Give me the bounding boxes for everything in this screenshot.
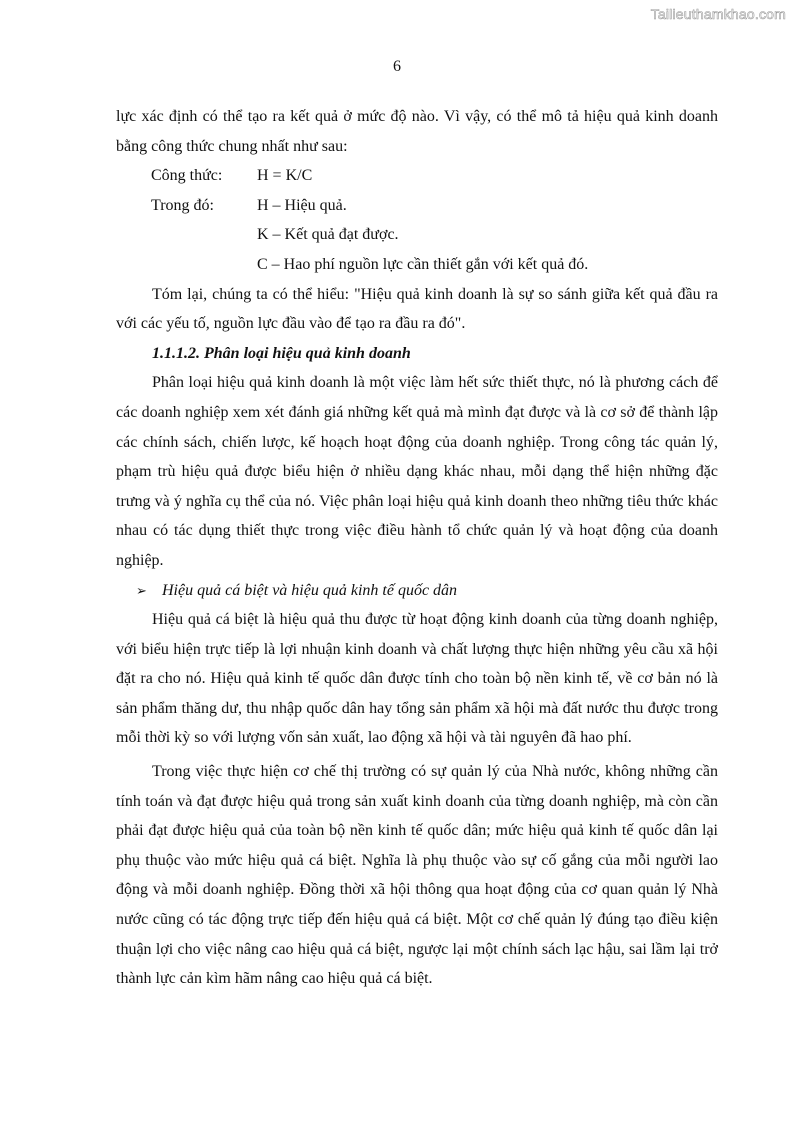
paragraph-individual: Hiệu quả cá biệt là hiệu quả thu được từ hoạt động kinh doanh của từng doanh nghiệp, với biểu hiện trực tiếp là lợi nhuận kinh doanh và chất lượng thực hiện những yêu cầu xã hội đặt ra cho nó. Hiệu quả kinh tế quốc dân được tính cho toàn bộ nền kinh tế, về cơ bản nó là sản phẩm thăng dư, thu nhập quốc dân hay tổng sản phẩm xã hội mà đất nước thu được trong mỗi thời kỳ so với lượng vốn sản xuất, lao động xã hội và tài nguyên đã hao phí. (116, 611, 718, 747)
watermark: Tailieuthamkhao.com (650, 6, 786, 22)
where-item: C – Hao phí nguồn lực cần thiết gắn với kết quả đó. (257, 255, 589, 273)
where-item: H – Hiệu quả. (257, 196, 347, 214)
page-number: 6 (393, 58, 401, 75)
formula-expression: H = K/C (257, 167, 313, 185)
paragraph-summary: Tóm lại, chúng ta có thể hiểu: "Hiệu quả kinh doanh là sự so sánh giữa kết quả đầu ra với các yếu tố, nguồn lực đầu vào để tạo ra đầu ra đó". (116, 285, 718, 333)
where-label: Trong đó: (151, 196, 214, 214)
where-spacer (116, 250, 257, 280)
formula-label: Công thức: (151, 167, 223, 185)
where-line (116, 250, 718, 280)
where-line (116, 191, 718, 221)
where-line (116, 220, 718, 250)
paragraph-intro: lực xác định có thể tạo ra kết quả ở mức độ nào. Vì vậy, có thể mô tả hiệu quả kinh doanh bằng công thức chung nhất như sau: (116, 108, 718, 155)
paragraph-market: Trong việc thực hiện cơ chế thị trường có sự quản lý của Nhà nước, không những cần tính toán và đạt được hiệu quả trong sản xuất kinh doanh của từng doanh nghiệp, mà còn cần phải đạt được hiệu quả của toàn bộ nền kinh tế quốc dân; mức hiệu quả kinh tế quốc dân lại phụ thuộc vào mức hiệu quả cá biệt. Nghĩa là phụ thuộc vào sự cố gắng của mỗi người lao động và mỗi doanh nghiệp. Đồng thời xã hội thông qua hoạt động của cơ quan quản lý Nhà nước cũng có tác động trực tiếp đến hiệu quả cá biệt. Một cơ chế quản lý đúng tạo điều kiện thuận lợi cho việc nâng cao hiệu quả cá biệt, ngược lại một chính sách lạc hậu, sai lầm lại trở thành lực cản kìm hãm nâng cao hiệu quả cá biệt. (116, 763, 718, 988)
paragraph-classification: Phân loại hiệu quả kinh doanh là một việc làm hết sức thiết thực, nó là phương cách để các doanh nghiệp xem xét đánh giá những kết quả mà mình đạt được và là cơ sở để thành lập các chính sách, chiến lược, kế hoạch hoạt động của doanh nghiệp. Trong công tác quản lý, phạm trù hiệu quả được biểu hiện ở nhiều dạng khác nhau, mỗi dạng thể hiện những đặc trưng và ý nghĩa cụ thể của nó. Việc phân loại hiệu quả kinh doanh theo những tiêu thức khác nhau có tác dụng thiết thực trong việc điều hành tổ chức quản lý và hoạt động của doanh nghiệp. (116, 374, 718, 569)
where-spacer (116, 220, 257, 250)
bullet-heading (116, 576, 718, 606)
where-item: K – Kết quả đạt được. (257, 226, 399, 244)
bullet-heading-text: Hiệu quả cá biệt và hiệu quả kinh tế quốc dân (162, 581, 458, 599)
formula-line (116, 161, 718, 191)
document-body (116, 102, 718, 994)
section-heading: 1.1.1.2. Phân loại hiệu quả kinh doanh (152, 344, 411, 362)
arrow-bullet-icon: ➢ (136, 582, 147, 598)
